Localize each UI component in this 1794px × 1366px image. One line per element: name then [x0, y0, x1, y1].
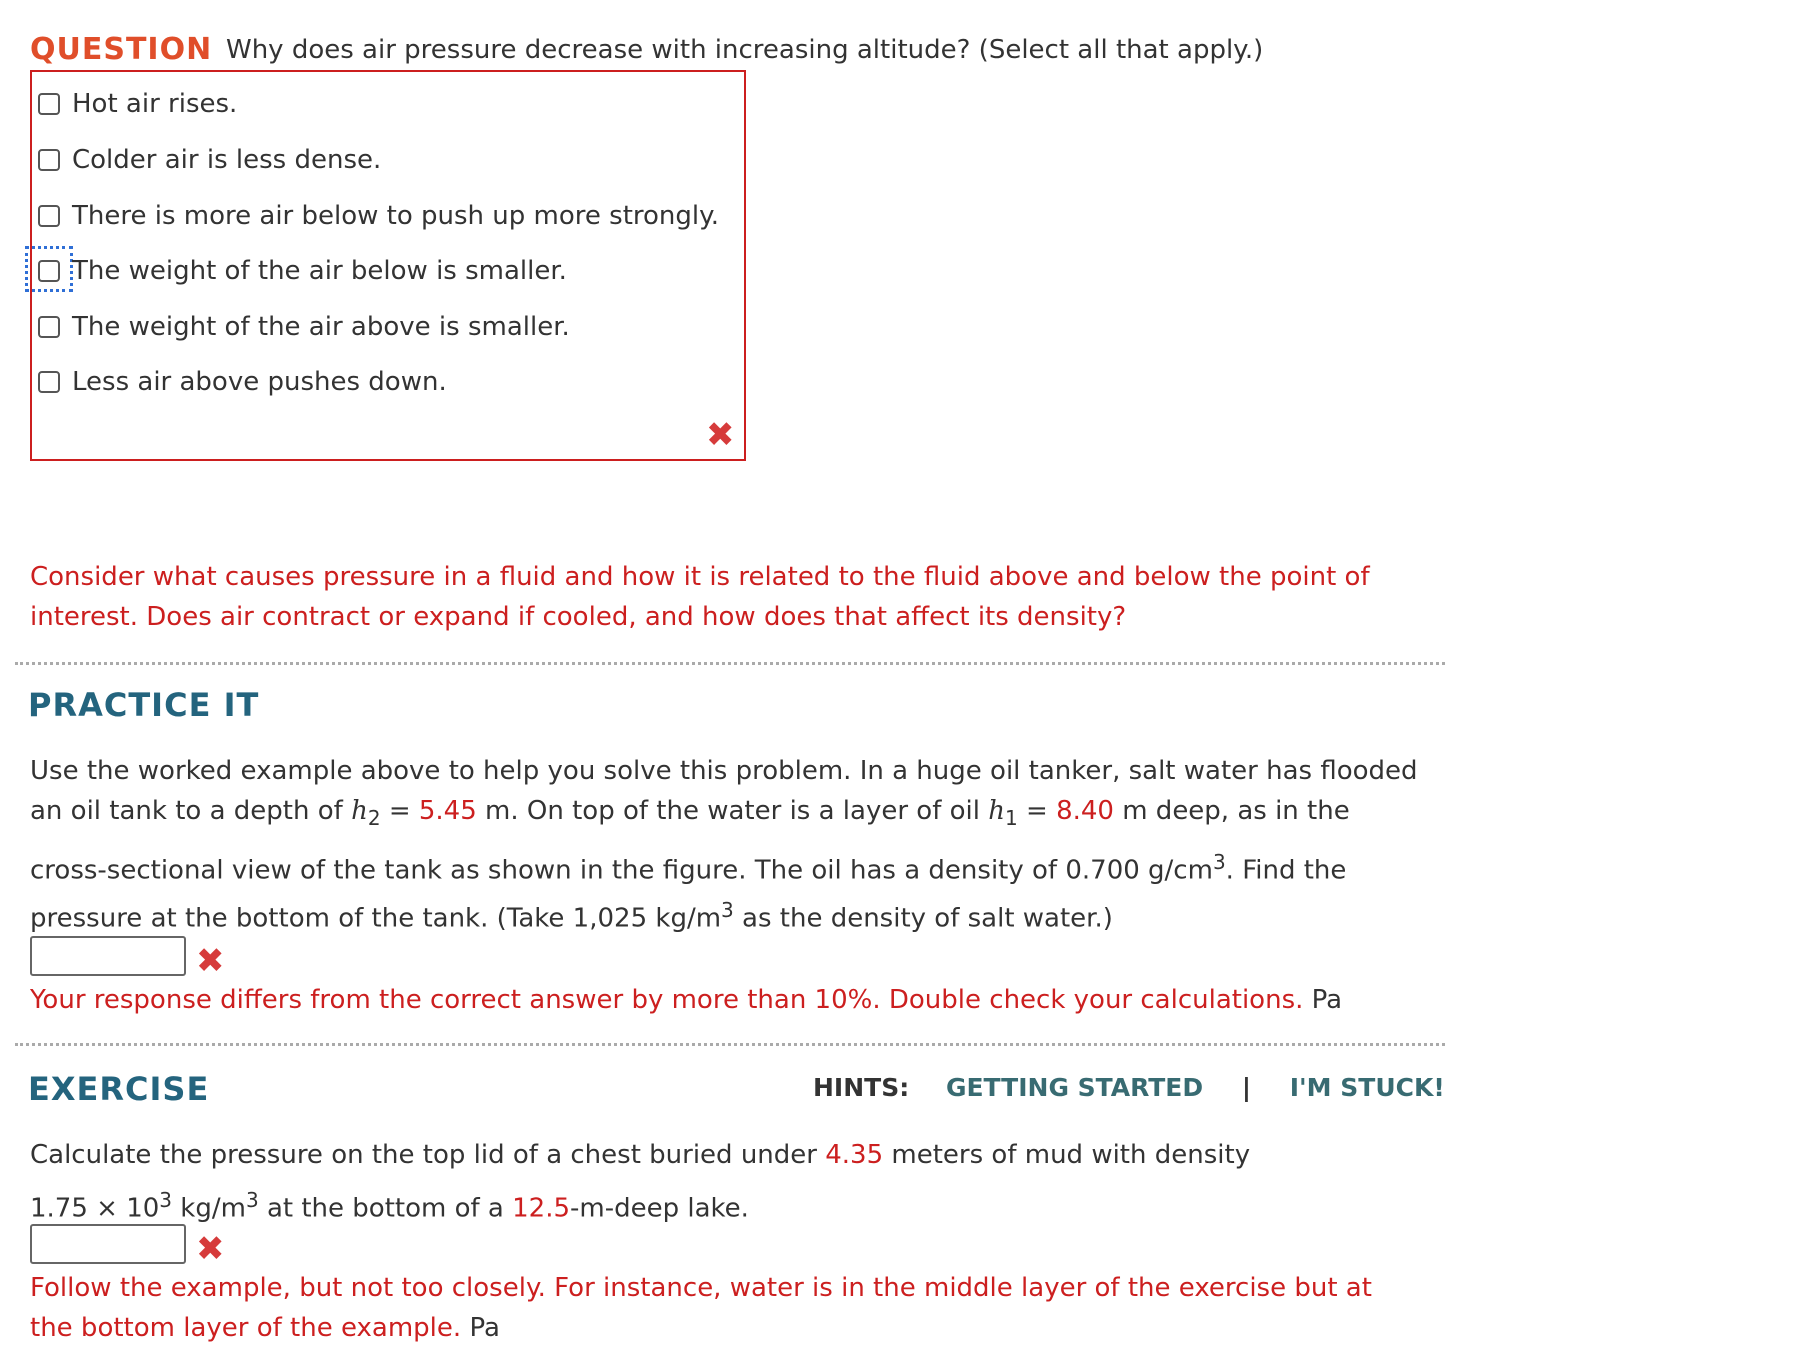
exercise-paragraph-line1: Calculate the pressure on the top lid of a chest buried under 4.35 meters of mud with density — [30, 1140, 1251, 1170]
option-colder-air[interactable] — [38, 138, 381, 182]
option-label: There is more air below to push up more strongly. — [72, 201, 720, 231]
practice-answer-input[interactable] — [30, 936, 186, 976]
practice-paragraph-line2: an oil tank to a depth of $h_2 = 5.45$ m. On top of the water is a layer of oil $h_1 = 8.40$ m deep, as in the — [30, 796, 1350, 831]
option-weight-below[interactable] — [38, 249, 567, 293]
incorrect-x-icon: ✖ — [196, 1229, 225, 1269]
checkbox[interactable] — [38, 149, 60, 171]
divider — [15, 1043, 1445, 1046]
checkbox[interactable] — [38, 371, 60, 393]
h1-value: 8.40 — [1056, 796, 1114, 826]
option-label: Less air above pushes down. — [72, 367, 447, 397]
hints-label: HINTS: — [813, 1073, 910, 1102]
unit-label: Pa — [469, 1313, 500, 1343]
checkbox[interactable] — [38, 205, 60, 227]
depth-value: 4.35 — [825, 1140, 884, 1170]
exercise-title: EXERCISE — [28, 1070, 210, 1108]
incorrect-x-icon: ✖ — [706, 415, 735, 455]
question-text: Why does air pressure decrease with increasing altitude? (Select all that apply.) — [226, 35, 1264, 65]
unit-label: Pa — [1311, 985, 1343, 1015]
exercise-feedback: Follow the example, but not too closely. For instance, water is in the middle layer of the exercise but at the bottom layer of the example. Pa — [30, 1273, 1372, 1343]
option-more-air-below[interactable] — [38, 194, 719, 238]
practice-paragraph-line4: pressure at the bottom of the tank. (Take 1,025 $kg/m^3$ as the density of salt water.) — [30, 898, 1113, 934]
hints-bar — [813, 1073, 1445, 1102]
option-label: The weight of the air above is smaller. — [72, 312, 570, 342]
question-label: QUESTION — [30, 32, 213, 67]
divider — [15, 662, 1445, 665]
option-label: Hot air rises. — [72, 89, 238, 119]
hint-im-stuck-link[interactable]: I'M STUCK! — [1289, 1073, 1445, 1102]
question-feedback: Consider what causes pressure in a fluid and how it is related to the fluid above and below the point of interest. Does air contract or expand if cooled, and how does that affect its density? — [30, 562, 1370, 632]
option-label: The weight of the air below is smaller. — [72, 256, 567, 286]
option-weight-above[interactable] — [38, 305, 570, 349]
lake-depth-value: 12.5 — [512, 1193, 570, 1224]
practice-paragraph-line3: cross-sectional view of the tank as shown in the figure. The oil has a density of 0.700 $g/cm^3$. Find the — [30, 850, 1347, 886]
option-less-air-above[interactable] — [38, 360, 447, 404]
option-hot-air[interactable] — [38, 82, 237, 126]
option-label: Colder air is less dense. — [72, 145, 382, 175]
hint-separator: | — [1241, 1073, 1251, 1102]
practice-feedback: Your response differs from the correct answer by more than 10%. Double check your calculations. Pa — [30, 985, 1343, 1015]
incorrect-x-icon: ✖ — [196, 941, 225, 981]
practice-title: PRACTICE IT — [28, 686, 260, 724]
h2-value: 5.45 — [418, 796, 477, 826]
exercise-answer-input[interactable] — [30, 1224, 186, 1264]
checkbox[interactable] — [38, 316, 60, 338]
hint-getting-started-link[interactable]: GETTING STARTED — [945, 1073, 1204, 1102]
checkbox[interactable] — [38, 260, 60, 282]
checkbox[interactable] — [38, 93, 60, 115]
practice-paragraph-line1: Use the worked example above to help you solve this problem. In a huge oil tanker, salt water has flooded — [30, 756, 1418, 786]
exercise-paragraph-line2: $1.75 \times 10^3$ $kg/m^3$ at the bottom of a 12.5-m-deep lake. — [30, 1188, 749, 1224]
